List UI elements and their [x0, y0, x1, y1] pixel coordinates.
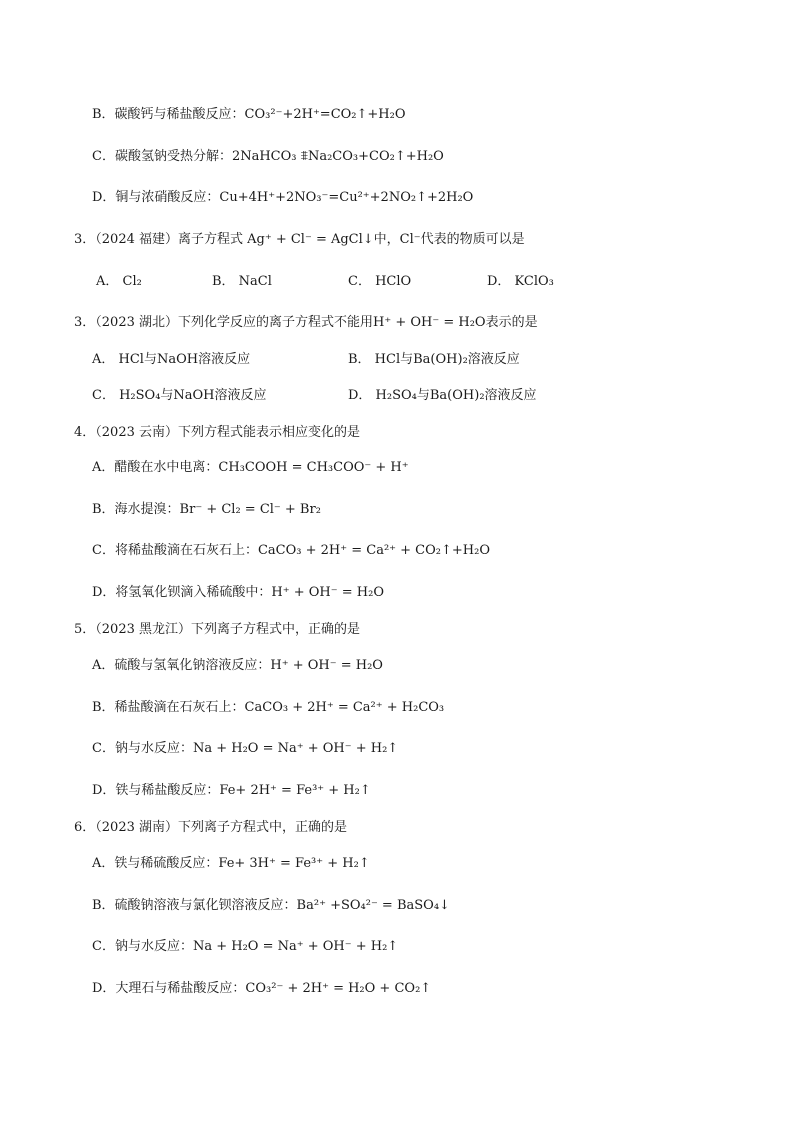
- option-c: C．钠与水反应：Na + H₂O = Na⁺ + OH⁻ + H₂↑: [92, 741, 399, 756]
- option-d: D．铜与浓硝酸反应：Cu+4H⁺+2NO₃⁻=Cu²⁺+2NO₂↑+2H₂O: [92, 190, 474, 205]
- option-d: D．铁与稀盐酸反应：Fe+ 2H⁺ = Fe³⁺ + H₂↑: [92, 783, 371, 798]
- option-b: B．硫酸钠溶液与氯化钡溶液反应：Ba²⁺ +SO₄²⁻ = BaSO₄↓: [92, 898, 450, 913]
- option-d: D．大理石与稀盐酸反应：CO₃²⁻ + 2H⁺ = H₂O + CO₂↑: [92, 981, 432, 996]
- option-b: B．海水提溴：Br⁻ + Cl₂ = Cl⁻ + Br₂: [92, 502, 321, 517]
- option-a: A．醋酸在水中电离：CH₃COOH = CH₃COO⁻ + H⁺: [92, 460, 409, 475]
- question-stem: 5．（2023 黑龙江）下列离子方程式中，正确的是: [74, 622, 360, 637]
- option-a: A．铁与稀硫酸反应：Fe+ 3H⁺ = Fe³⁺ + H₂↑: [92, 856, 370, 871]
- option-b: B．稀盐酸滴在石灰石上：CaCO₃ + 2H⁺ = Ca²⁺ + H₂CO₃: [92, 700, 445, 715]
- option-a: A． HCl与NaOH溶液反应: [92, 352, 251, 367]
- option-c: C．钠与水反应：Na + H₂O = Na⁺ + OH⁻ + H₂↑: [92, 939, 399, 954]
- option-b: B． HCl与Ba(OH)₂溶液反应: [348, 352, 520, 367]
- question-stem: 4．（2023 云南）下列方程式能表示相应变化的是: [74, 425, 360, 440]
- question-stem: 6．（2023 湖南）下列离子方程式中，正确的是: [74, 820, 347, 835]
- question-stem: 3．（2023 湖北）下列化学反应的离子方程式不能用H⁺ + OH⁻ = H₂O表示的是: [74, 315, 538, 330]
- option-d: D．将氢氧化钡滴入稀硫酸中：H⁺ + OH⁻ = H₂O: [92, 585, 384, 600]
- option-c: C． HClO: [348, 274, 412, 289]
- option-c: C．碳酸氢钠受热分解：2NaHCO₃ ⩨Na₂CO₃+CO₂↑+H₂O: [92, 149, 444, 164]
- option-a: A．硫酸与氢氧化钠溶液反应：H⁺ + OH⁻ = H₂O: [92, 658, 383, 673]
- option-a: A． Cl₂: [96, 274, 142, 289]
- option-b: B．碳酸钙与稀盐酸反应：CO₃²⁻+2H⁺=CO₂↑+H₂O: [92, 107, 406, 122]
- option-c: C． H₂SO₄与NaOH溶液反应: [92, 388, 267, 403]
- option-d: D． KClO₃: [487, 274, 554, 289]
- option-d: D． H₂SO₄与Ba(OH)₂溶液反应: [348, 388, 537, 403]
- option-b: B． NaCl: [212, 274, 272, 289]
- question-stem: 3．（2024 福建）离子方程式 Ag⁺ + Cl⁻ = AgCl↓中，Cl⁻代表的物质可以是: [74, 232, 525, 247]
- option-c: C．将稀盐酸滴在石灰石上：CaCO₃ + 2H⁺ = Ca²⁺ + CO₂↑+H₂O: [92, 543, 490, 558]
